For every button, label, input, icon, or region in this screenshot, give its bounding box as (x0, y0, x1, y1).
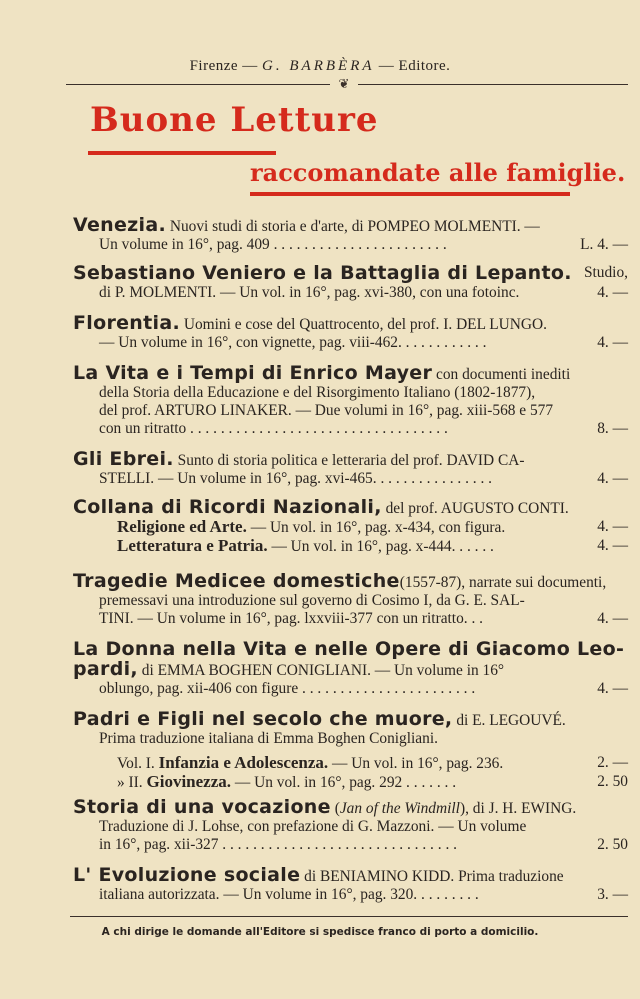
book-desc: con documenti inediti (436, 366, 571, 383)
footer-rule (70, 916, 628, 917)
list-item (73, 640, 628, 698)
page-subtitle: raccomandate alle famiglie. (250, 158, 626, 187)
book-title: Venezia. (73, 214, 166, 236)
book-price: 2. 50 (597, 773, 628, 790)
book-desc: — Un vol. in 16°, pag. x-444. . . . . . (271, 538, 494, 555)
volume-number: Vol. I. (117, 755, 155, 772)
book-price: 4. — (597, 610, 628, 627)
book-price: L. 4. — (580, 236, 628, 253)
book-price: 4. — (597, 680, 628, 697)
book-desc: di E. LEGOUVÉ. (456, 712, 566, 729)
book-desc: del prof. ARTURO LINAKER. — Due volumi in 16°, pag. xiii-568 e 577 (99, 402, 554, 419)
book-desc: Sunto di storia politica e letteraria del prof. DAVID CA- (177, 452, 525, 469)
book-desc: premessavi una introduzione sul governo di Cosimo I, da G. E. SAL- (99, 592, 525, 609)
volume-number: » II. (117, 774, 143, 791)
book-desc: ), di J. H. EWING. (459, 800, 577, 817)
book-desc: — Un volume in 16°, con vignette, pag. viii-462. . . . . . . . . . . . (99, 334, 487, 351)
publisher-suffix: — Editore. (378, 58, 451, 74)
book-price: 4. — (597, 518, 628, 535)
book-desc: oblungo, pag. xii-406 con figure . . . . . . . . . . . . . . . . . . . . . . . (99, 680, 476, 697)
list-item (73, 264, 628, 302)
publisher-line (0, 58, 640, 75)
book-desc: del prof. AUGUSTO CONTI. (385, 500, 569, 517)
fleuron-icon: ❦ (330, 77, 358, 91)
list-item (73, 572, 628, 628)
book-desc: Studio, (583, 264, 628, 281)
book-desc: TINI. — Un volume in 16°, pag. lxxviii-377 con un ritratto. . . (99, 610, 484, 627)
book-title: La Vita e i Tempi di Enrico Mayer (73, 362, 433, 384)
list-item (73, 314, 628, 352)
book-title: L' Evoluzione sociale (73, 864, 301, 886)
book-desc: Traduzione di J. Lohse, con prefazione di G. Mazzoni. — Un volume (99, 818, 527, 835)
book-title: Florentia. (73, 312, 180, 334)
volume-title: Giovinezza. (146, 772, 232, 791)
book-price: 4. — (597, 537, 628, 554)
book-desc: della Storia della Educazione e del Risorgimento Italiano (1802-1877), (99, 384, 536, 401)
book-price: 2. — (597, 754, 628, 771)
list-item (73, 450, 628, 488)
book-price: 2. 50 (597, 836, 628, 853)
book-price: 4. — (597, 470, 628, 487)
book-title: Gli Ebrei. (73, 448, 174, 470)
book-price: 4. — (597, 334, 628, 351)
book-desc: — Un vol. in 16°, pag. x-434, con figura. (250, 519, 506, 536)
title-underline (88, 151, 276, 155)
book-title: Storia di una vocazione (73, 796, 331, 818)
book-price: 8. — (597, 420, 628, 437)
list-item (73, 364, 628, 438)
page-title: Buone Letture (90, 100, 379, 140)
book-desc: italiana autorizzata. — Un volume in 16°, pag. 320. . . . . . . . . (99, 886, 479, 903)
book-title: Padri e Figli nel secolo che muore, (73, 708, 453, 730)
book-title: Sebastiano Veniero e la Battaglia di Lepanto. (73, 262, 572, 284)
volume-title: Letteratura e Patria. (117, 536, 268, 555)
book-title: La Donna nella Vita e nelle Opere di Giacomo Leo- (73, 638, 625, 660)
book-desc: Prima traduzione italiana di Emma Boghen Conigliani. (99, 730, 438, 747)
original-title: Jan of the Windmill (339, 800, 460, 817)
list-item (73, 710, 628, 792)
list-item (73, 498, 628, 556)
publisher-city: Firenze — (189, 58, 258, 74)
book-desc: in 16°, pag. xii-327 . . . . . . . . . . . . . . . . . . . . . . . . . . . . . . . (99, 836, 457, 853)
book-desc: Nuovi studi di storia e d'arte, di POMPEO MOLMENTI. — (169, 218, 540, 235)
list-item (73, 866, 628, 904)
footer-note: A chi dirige le domande all'Editore si spedisce franco di porto a domicilio. (101, 926, 539, 938)
book-title: Collana di Ricordi Nazionali, (73, 496, 382, 518)
book-desc: di P. MOLMENTI. — Un vol. in 16°, pag. xvi-380, con una fotoinc. (99, 284, 520, 301)
book-desc: con un ritratto . . . . . . . . . . . . . . . . . . . . . . . . . . . . . . . . . . (99, 420, 448, 437)
book-desc: di EMMA BOGHEN CONIGLIANI. — Un volume in 16° (141, 662, 505, 679)
book-title: Tragedie Medicee domestiche (73, 570, 400, 592)
book-desc: Un volume in 16°, pag. 409 . . . . . . . . . . . . . . . . . . . . . . . (99, 236, 447, 253)
list-item (73, 798, 628, 854)
book-desc: — Un vol. in 16°, pag. 292 . . . . . . . (234, 774, 457, 791)
subtitle-underline (250, 192, 570, 196)
book-title-cont: pardi, (73, 658, 138, 680)
book-price: 4. — (597, 284, 628, 301)
book-desc: STELLI. — Un volume in 16°, pag. xvi-465. . . . . . . . . . . . . . . . (99, 470, 493, 487)
book-desc: (1557-87), narrate sui documenti, (399, 574, 607, 591)
book-price: 3. — (597, 886, 628, 903)
book-desc: Uomini e cose del Quattrocento, del prof. I. DEL LUNGO. (183, 316, 547, 333)
volume-title: Religione ed Arte. (117, 517, 247, 536)
book-desc: — Un vol. in 16°, pag. 236. (332, 755, 504, 772)
book-desc: di BENIAMINO KIDD. Prima traduzione (304, 868, 564, 885)
list-item (73, 216, 628, 254)
publisher-name: G. BARBÈRA (262, 58, 375, 74)
volume-title: Infanzia e Adolescenza. (158, 753, 329, 772)
book-desc: ( (334, 800, 340, 817)
